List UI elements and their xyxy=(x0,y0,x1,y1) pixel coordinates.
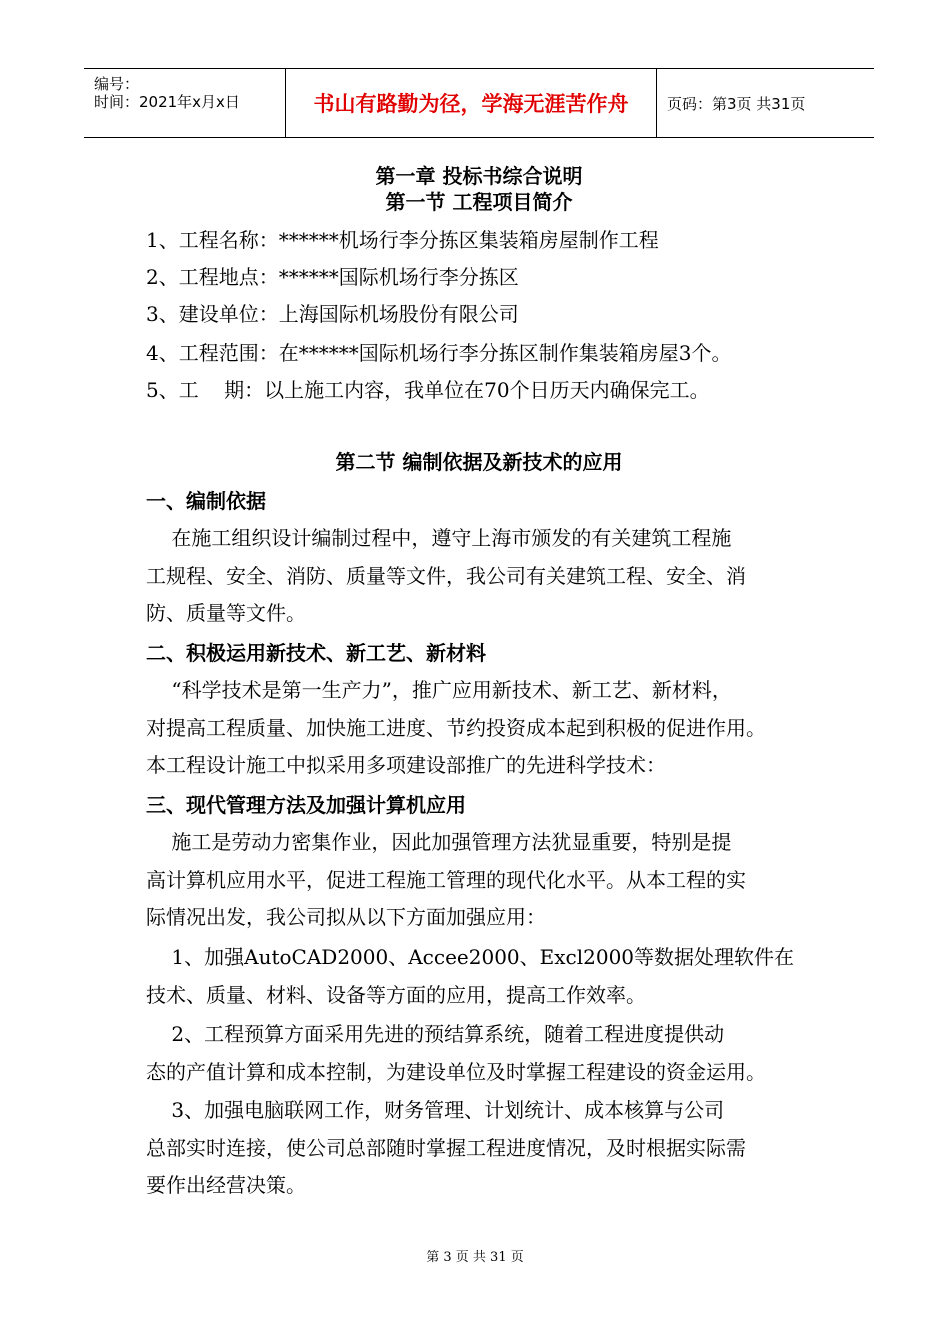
subheading-basis: 一、编制依据 xyxy=(146,489,266,513)
paragraph-line: 本工程设计施工中拟采用多项建设部推广的先进科学技术： xyxy=(146,753,666,777)
page-header xyxy=(84,68,874,138)
paragraph-line: 态的产值计算和成本控制，为建设单位及时掌握工程建设的资金运用。 xyxy=(146,1060,766,1084)
subheading-management: 三、现代管理方法及加强计算机应用 xyxy=(146,793,466,817)
paragraph-line: 总部实时连接，使公司总部随时掌握工程进度情况，及时根据实际需 xyxy=(146,1136,746,1160)
section2-title: 第二节 编制依据及新技术的应用 xyxy=(335,450,623,474)
paragraph-line: 要作出经营决策。 xyxy=(146,1173,306,1197)
time-label: 时间：2021年x月x日 xyxy=(94,93,240,111)
header-page-info: 页码：第3页 共31页 xyxy=(667,94,806,113)
paragraph-line: 施工是劳动力密集作业，因此加强管理方法犹显重要，特别是提 xyxy=(146,830,732,854)
header-meta xyxy=(84,69,286,137)
paragraph-line: 工规程、安全、消防、质量等文件，我公司有关建筑工程、安全、消 xyxy=(146,564,746,588)
project-item: 2、工程地点：******国际机场行李分拣区 xyxy=(146,265,519,289)
paragraph-line: 防、质量等文件。 xyxy=(146,601,306,625)
number-label: 编号： xyxy=(94,75,140,93)
paragraph-line: 1、加强AutoCAD2000、Accee2000、Excl2000等数据处理软件在 xyxy=(146,945,795,969)
chapter-title: 第一章 投标书综合说明 xyxy=(375,164,583,188)
project-item: 3、建设单位：上海国际机场股份有限公司 xyxy=(146,302,519,326)
page-footer: 第 3 页 共 31 页 xyxy=(426,1250,524,1265)
paragraph-line: 技术、质量、材料、设备等方面的应用，提高工作效率。 xyxy=(146,983,646,1007)
paragraph-line: 高计算机应用水平，促进工程施工管理的现代化水平。从本工程的实 xyxy=(146,868,746,892)
paragraph-line: 3、加强电脑联网工作，财务管理、计划统计、成本核算与公司 xyxy=(146,1098,725,1122)
project-item: 4、工程范围：在******国际机场行李分拣区制作集装箱房屋3个。 xyxy=(146,341,732,365)
paragraph-line: 2、工程预算方面采用先进的预结算系统，随着工程进度提供动 xyxy=(146,1022,725,1046)
project-item: 5、工 期：以上施工内容，我单位在70个日历天内确保完工。 xyxy=(146,378,710,402)
paragraph-line: 际情况出发，我公司拟从以下方面加强应用： xyxy=(146,905,546,929)
section1-title: 第一节 工程项目简介 xyxy=(385,190,573,214)
project-item: 1、工程名称：******机场行李分拣区集装箱房屋制作工程 xyxy=(146,228,659,252)
subheading-new-tech: 二、积极运用新技术、新工艺、新材料 xyxy=(146,641,486,665)
paragraph-line: “科学技术是第一生产力”，推广应用新技术、新工艺、新材料， xyxy=(146,678,732,702)
header-motto: 书山有路勤为径，学海无涯苦作舟 xyxy=(286,69,657,137)
paragraph-line: 对提高工程质量、加快施工进度、节约投资成本起到积极的促进作用。 xyxy=(146,716,766,740)
paragraph-line: 在施工组织设计编制过程中，遵守上海市颁发的有关建筑工程施 xyxy=(146,526,732,550)
